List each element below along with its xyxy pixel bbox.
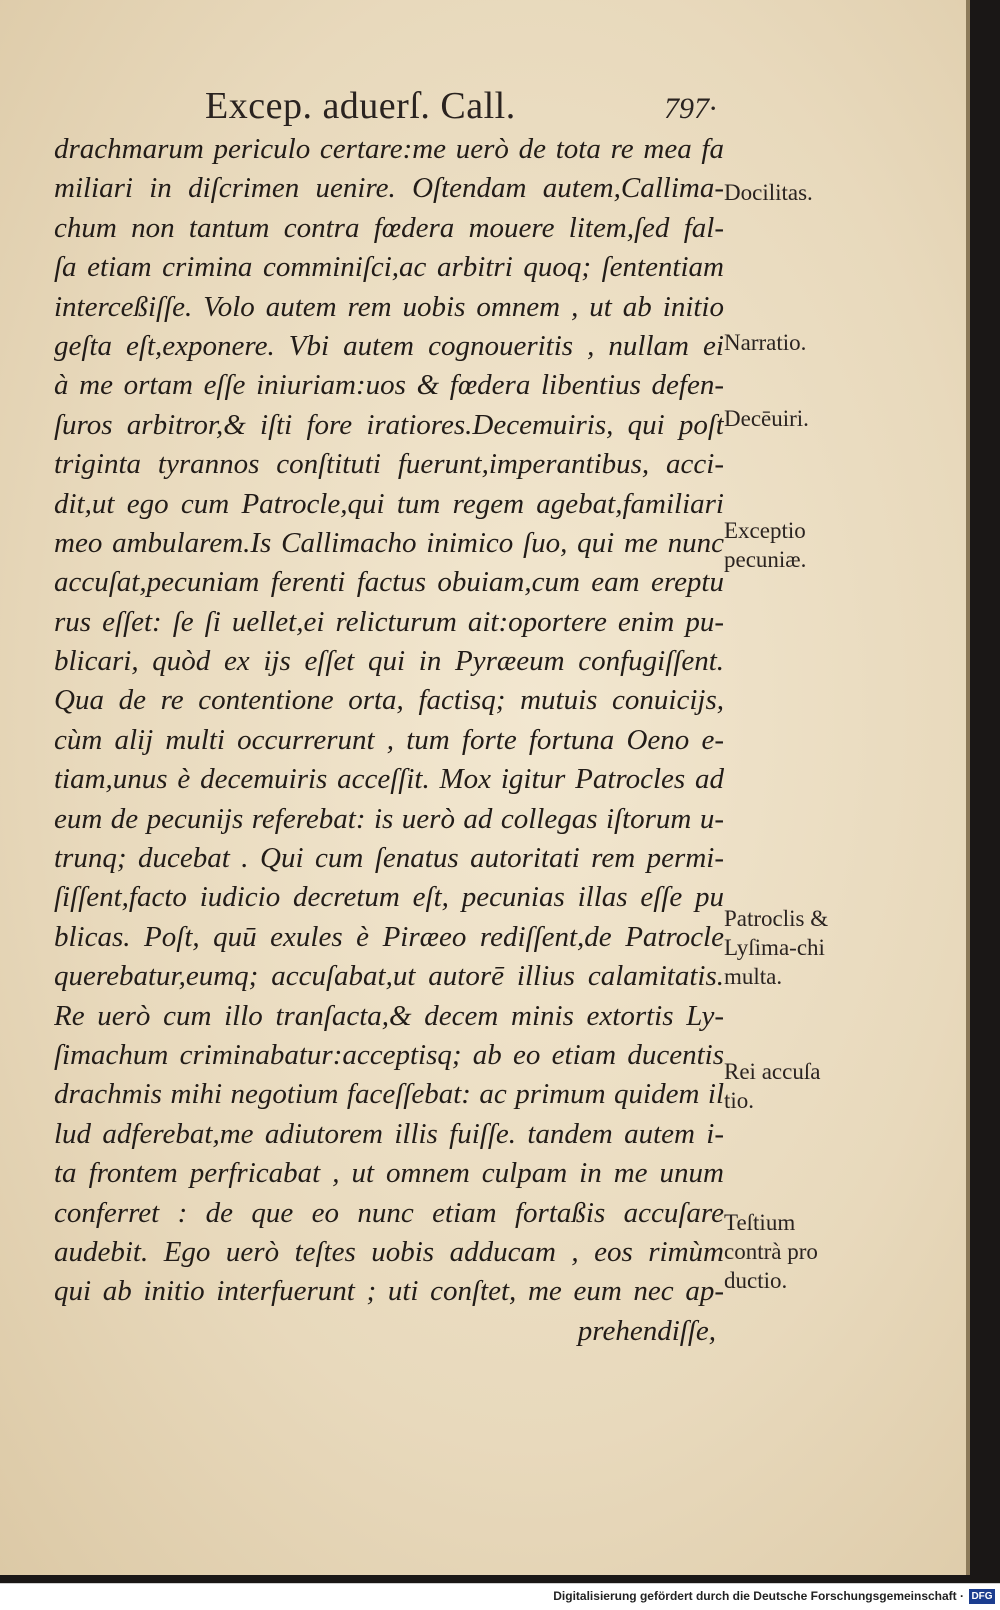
margin-note-testium: Teſtium contrà pro ductio. — [724, 1210, 818, 1293]
margin-note-narratio: Narratio. — [724, 330, 807, 355]
text-line: trunq; ducebat . Qui cum ſenatus autoritati rem permi- — [54, 842, 724, 875]
text-line: audebit. Ego uerò teſtes uobis adducam , eos rimùm — [54, 1235, 724, 1268]
text-line: Re uerò cum illo tranſacta,& decem minis extortis Ly- — [54, 999, 724, 1032]
text-line: geſta eſt,exponere. Vbi autem cognoueritis , nullam ei — [54, 329, 724, 362]
margin-note-patroclis: Patroclis & Lyſima-chi multa. — [724, 906, 829, 989]
text-line: querebatur,eumq; accuſabat,ut autorē illius calamitatis. — [54, 960, 724, 993]
text-line: triginta tyrannos conſtituti fuerunt,imperantibus, acci- — [54, 448, 724, 481]
text-line: accuſat,pecuniam ferenti factus obuiam,cum eam ereptu — [54, 566, 724, 599]
text-line: ta frontem perfricabat , ut omnem culpam in me unum — [54, 1157, 724, 1190]
text-line: ſimachum criminabatur:acceptisq; ab eo etiam ducentis — [54, 1038, 724, 1071]
margin-note-docilitas: Docilitas. — [724, 180, 813, 205]
text-line: à me ortam eſſe iniuriam:uos & fœdera libentius defen- — [54, 369, 724, 402]
text-line: meo ambularem.Is Callimacho inimico ſuo, qui me nunc — [54, 526, 724, 559]
page-number: 797· — [664, 92, 717, 125]
text-line: blicari, quòd ex ijs eſſet qui in Pyræeum confugiſſent. — [54, 645, 724, 678]
body-text — [54, 130, 724, 1351]
text-line: conferret : de que eo nunc etiam fortaßis accuſare — [54, 1196, 724, 1229]
margin-note-exceptio: Exceptio pecuniæ. — [724, 518, 807, 572]
text-line: eum de pecunijs referebat: is uerò ad collegas iſtorum u- — [54, 802, 724, 835]
text-line: chum non tantum contra fœdera mouere litem,ſed fal- — [54, 211, 724, 244]
text-line: Qua de re contentione orta, factisq; mutuis conuicijs, — [54, 684, 724, 717]
text-line: cùm alij multi occurrerunt , tum forte fortuna Oeno e- — [54, 723, 724, 756]
text-line: interceßiſſe. Volo autem rem uobis omnem , ut ab initio — [54, 290, 724, 323]
text-line: ſa etiam crimina comminiſci,ac arbitri quoq; ſententiam — [54, 251, 724, 284]
text-line: drachmarum periculo certare:me uerò de tota re mea fa — [54, 133, 724, 165]
text-line: blicas. Poſt, quū exules è Piræeo rediſſent,de Patrocle — [54, 920, 724, 953]
text-line: drachmis mihi negotium faceſſebat: ac primum quidem il — [54, 1078, 724, 1111]
text-line: tiam,unus è decemuiris acceſſit. Mox igitur Patrocles ad — [54, 763, 724, 796]
running-head: Excep. aduerſ. Call. — [205, 85, 516, 127]
text-line: ſiſſent,facto iudicio decretum eſt, pecunias illas eſſe pu — [54, 881, 724, 914]
text-line: qui ab initio interfuerunt ; uti conſtet, me eum nec ap- — [54, 1275, 724, 1308]
text-line: miliari in diſcrimen uenire. Oſtendam autem,Callima- — [54, 172, 724, 205]
margin-note-deceuiri: Decēuiri. — [724, 406, 809, 431]
text-line: dit,ut ego cum Patrocle,qui tum regem agebat,familiari — [54, 487, 724, 520]
text-line-catchword: prehendiſſe, — [577, 1314, 716, 1347]
digitization-footer — [0, 1583, 1000, 1610]
text-line: rus eſſet: ſe ſi uellet,ei relicturum ait:oportere enim pu- — [54, 605, 724, 638]
footer-credit: Digitalisierung gefördert durch die Deutsche Forschungsgemeinschaft · — [553, 1589, 964, 1603]
dfg-logo-icon: DFG — [969, 1589, 995, 1604]
margin-note-rei-accusatio: Rei accuſa tio. — [724, 1059, 821, 1113]
text-line: lud adferebat,me adiutorem illis fuiſſe. tandem autem i- — [54, 1117, 724, 1150]
text-line: ſuros arbitror,& iſti fore iratiores.Decemuiris, qui poſt — [54, 408, 724, 441]
